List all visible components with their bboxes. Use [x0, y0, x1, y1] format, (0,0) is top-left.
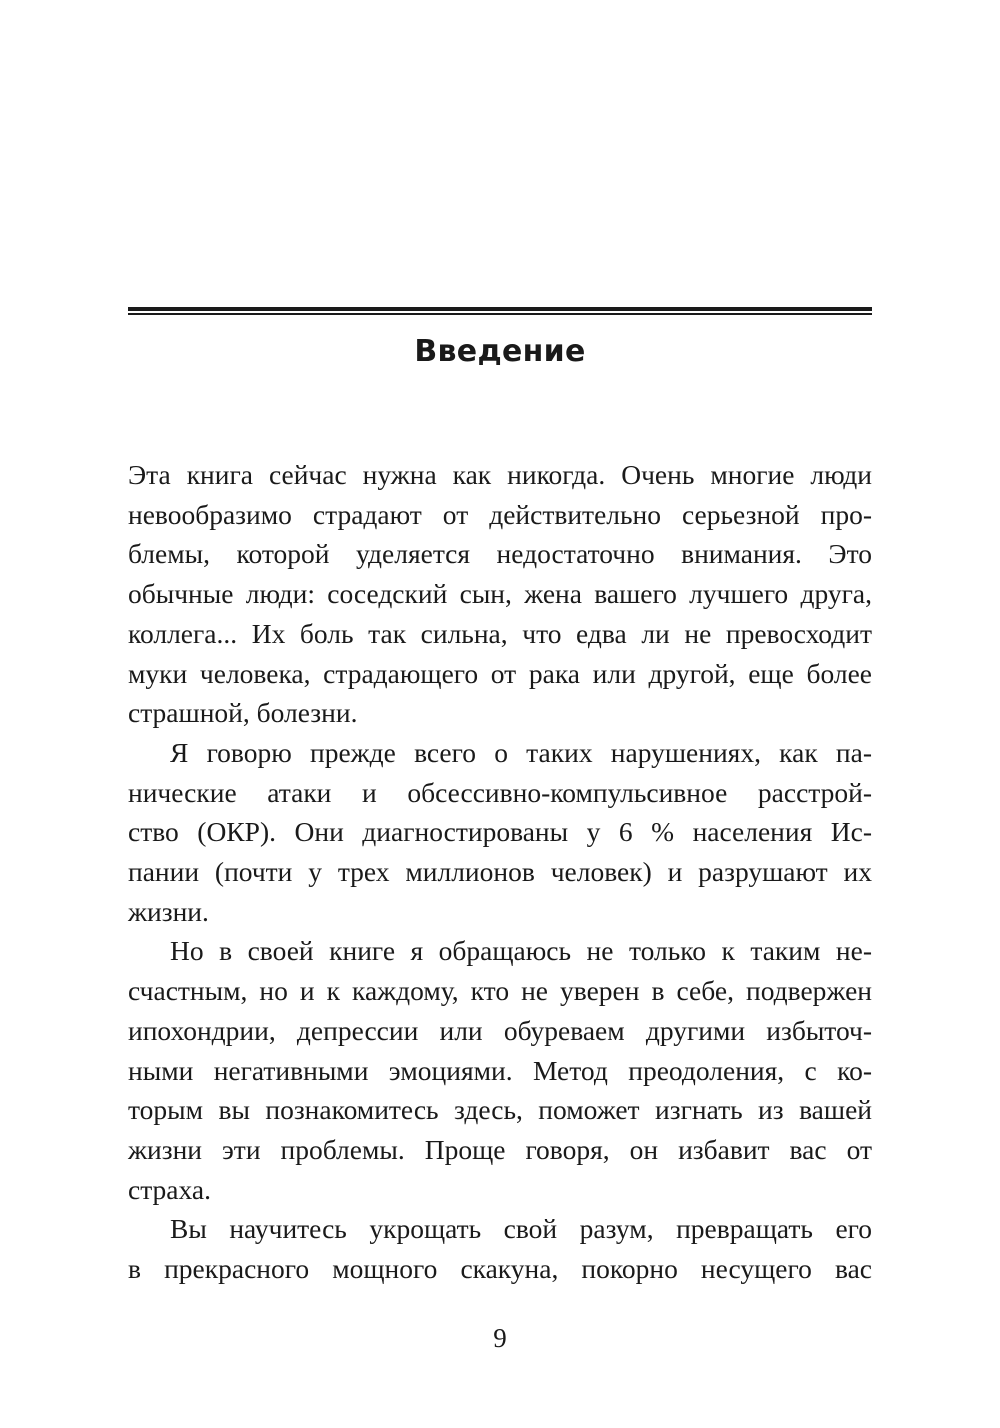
text-line: Эта книга сейчас нужна как никогда. Очень многие люди — [128, 459, 872, 490]
text-line: обычные люди: соседский сын, жена вашего лучшего друга, — [128, 578, 872, 610]
body-text — [128, 455, 872, 1289]
text-line: невообразимо страдают от действительно серьезной про- — [128, 498, 872, 530]
text-line: Вы научитесь укрощать свой разум, превращать его — [170, 1213, 872, 1245]
text-line: торым вы познакомитесь здесь, поможет изгнать из вашей — [128, 1094, 872, 1126]
text-line: Но в своей книге я обращаюсь не только к таким не- — [170, 935, 872, 967]
text-line: коллега... Их боль так сильна, что едва ли не превосходит — [128, 617, 872, 649]
text-line: муки человека, страдающего от рака или другой, еще более — [128, 657, 872, 689]
text-line: нические атаки и обсессивно-компульсивное расстрой- — [128, 776, 872, 808]
text-line: жизни эти проблемы. Проще говоря, он избавит вас от — [128, 1133, 872, 1165]
page-number: 9 — [493, 1323, 507, 1353]
paragraph-1 — [128, 455, 872, 733]
text-line: страшной, болезни. — [128, 697, 358, 729]
chapter-title: Введение — [414, 334, 586, 369]
chapter-rule-thick — [128, 307, 872, 311]
paragraph-2 — [128, 733, 872, 932]
paragraph-3 — [128, 931, 872, 1209]
text-line: пании (почти у трех миллионов человек) и разрушают их — [128, 856, 872, 888]
text-line: блемы, которой уделяется недостаточно внимания. Это — [128, 538, 872, 570]
text-line: Я говорю прежде всего о таких нарушениях, как па- — [170, 736, 872, 768]
text-line: ство (ОКР). Они диагностированы у 6 % населения Ис- — [128, 816, 872, 848]
paragraph-4 — [128, 1209, 872, 1288]
text-line: в прекрасного мощного скакуна, покорно несущего вас — [128, 1253, 872, 1285]
text-line: ными негативными эмоциями. Метод преодоления, с ко- — [128, 1054, 872, 1086]
text-line: страха. — [128, 1173, 211, 1205]
text-line: жизни. — [128, 895, 209, 927]
text-line: счастным, но и к каждому, кто не уверен в себе, подвержен — [128, 975, 872, 1007]
text-line: ипохондрии, депрессии или обуреваем другими избыточ- — [128, 1014, 872, 1046]
chapter-rule-thin — [128, 313, 872, 315]
